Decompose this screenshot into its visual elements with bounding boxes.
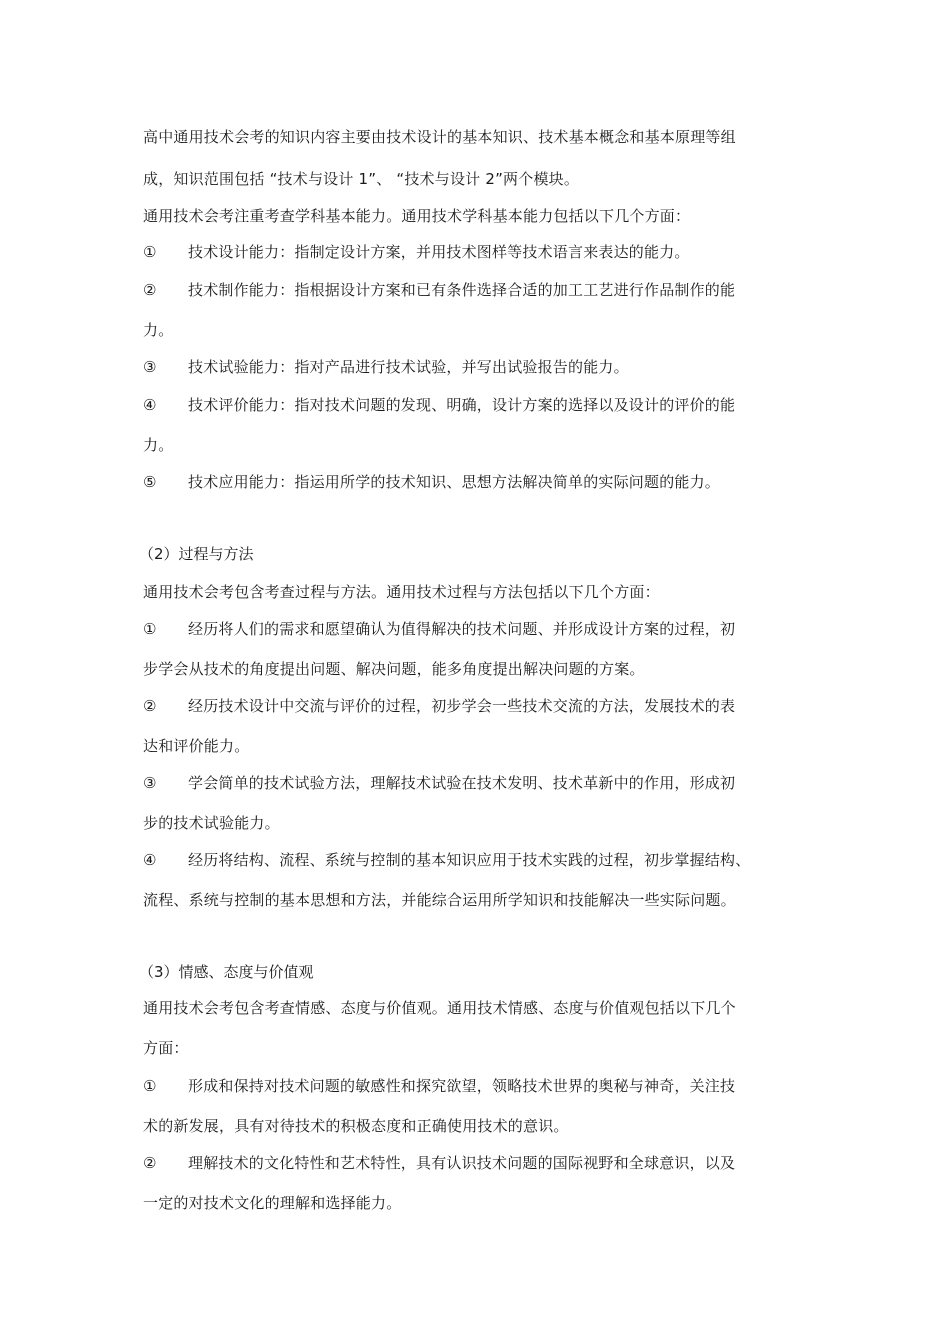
list-number: ②	[143, 1154, 157, 1172]
list-text: 经历将人们的需求和愿望确认为值得解决的技术问题、并形成设计方案的过程，初	[188, 620, 736, 638]
process-item-4	[143, 850, 750, 870]
section-3-intro-line-2: 方面：	[143, 1039, 189, 1057]
list-number: ①	[143, 243, 157, 261]
section-3-heading: （3）情感、态度与价值观	[139, 963, 314, 981]
list-number: ②	[143, 697, 157, 715]
list-text: 技术应用能力：指运用所学的技术知识、思想方法解决简单的实际问题的能力。	[188, 473, 721, 491]
section-2-heading: （2）过程与方法	[139, 545, 254, 563]
list-text: 经历技术设计中交流与评价的过程，初步学会一些技术交流的方法，发展技术的表	[188, 697, 736, 715]
process-item-1-continuation: 步学会从技术的角度提出问题、解决问题，能多角度提出解决问题的方案。	[143, 660, 645, 678]
list-number: ①	[143, 620, 157, 638]
ability-item-2-continuation: 力。	[143, 321, 174, 339]
values-item-2	[143, 1153, 735, 1173]
ability-item-1	[143, 242, 690, 262]
section-3-intro-line-1: 通用技术会考包含考查情感、态度与价值观。通用技术情感、态度与价值观包括以下几个	[143, 999, 736, 1017]
intro-paragraph-line-2: 成，知识范围包括 “技术与设计 1”、 “技术与设计 2”两个模块。	[143, 170, 580, 188]
list-text: 理解技术的文化特性和艺术特性，具有认识技术问题的国际视野和全球意识，以及	[188, 1154, 736, 1172]
list-text: 经历将结构、流程、系统与控制的基本知识应用于技术实践的过程，初步掌握结构、	[188, 851, 751, 869]
list-text: 学会简单的技术试验方法，理解技术试验在技术发明、技术革新中的作用，形成初	[188, 774, 736, 792]
section-2-intro: 通用技术会考包含考查过程与方法。通用技术过程与方法包括以下几个方面：	[143, 583, 660, 601]
ability-item-3	[143, 357, 629, 377]
process-item-3-continuation: 步的技术试验能力。	[143, 814, 280, 832]
process-item-2	[143, 696, 735, 716]
list-text: 技术制作能力：指根据设计方案和已有条件选择合适的加工工艺进行作品制作的能	[188, 281, 736, 299]
values-item-1	[143, 1076, 735, 1096]
list-text: 技术设计能力：指制定设计方案，并用技术图样等技术语言来表达的能力。	[188, 243, 690, 261]
ability-item-2	[143, 280, 735, 300]
process-item-3	[143, 773, 735, 793]
list-number: ⑤	[143, 473, 157, 491]
ability-item-4-continuation: 力。	[143, 436, 174, 454]
values-item-2-continuation: 一定的对技术文化的理解和选择能力。	[143, 1194, 402, 1212]
list-number: ④	[143, 396, 157, 414]
list-text: 技术评价能力：指对技术问题的发现、明确，设计方案的选择以及设计的评价的能	[188, 396, 736, 414]
process-item-1	[143, 619, 735, 639]
intro-paragraph-line-1: 高中通用技术会考的知识内容主要由技术设计的基本知识、技术基本概念和基本原理等组	[143, 128, 736, 146]
list-number: ②	[143, 281, 157, 299]
ability-item-4	[143, 395, 735, 415]
list-number: ③	[143, 774, 157, 792]
list-number: ①	[143, 1077, 157, 1095]
process-item-2-continuation: 达和评价能力。	[143, 737, 250, 755]
list-number: ④	[143, 851, 157, 869]
ability-item-5	[143, 472, 720, 492]
list-number: ③	[143, 358, 157, 376]
values-item-1-continuation: 术的新发展，具有对待技术的积极态度和正确使用技术的意识。	[143, 1117, 569, 1135]
abilities-intro: 通用技术会考注重考查学科基本能力。通用技术学科基本能力包括以下几个方面：	[143, 207, 691, 225]
process-item-4-continuation: 流程、系统与控制的基本思想和方法，并能综合运用所学知识和技能解决一些实际问题。	[143, 891, 736, 909]
list-text: 形成和保持对技术问题的敏感性和探究欲望，领略技术世界的奥秘与神奇，关注技	[188, 1077, 736, 1095]
list-text: 技术试验能力：指对产品进行技术试验，并写出试验报告的能力。	[188, 358, 629, 376]
